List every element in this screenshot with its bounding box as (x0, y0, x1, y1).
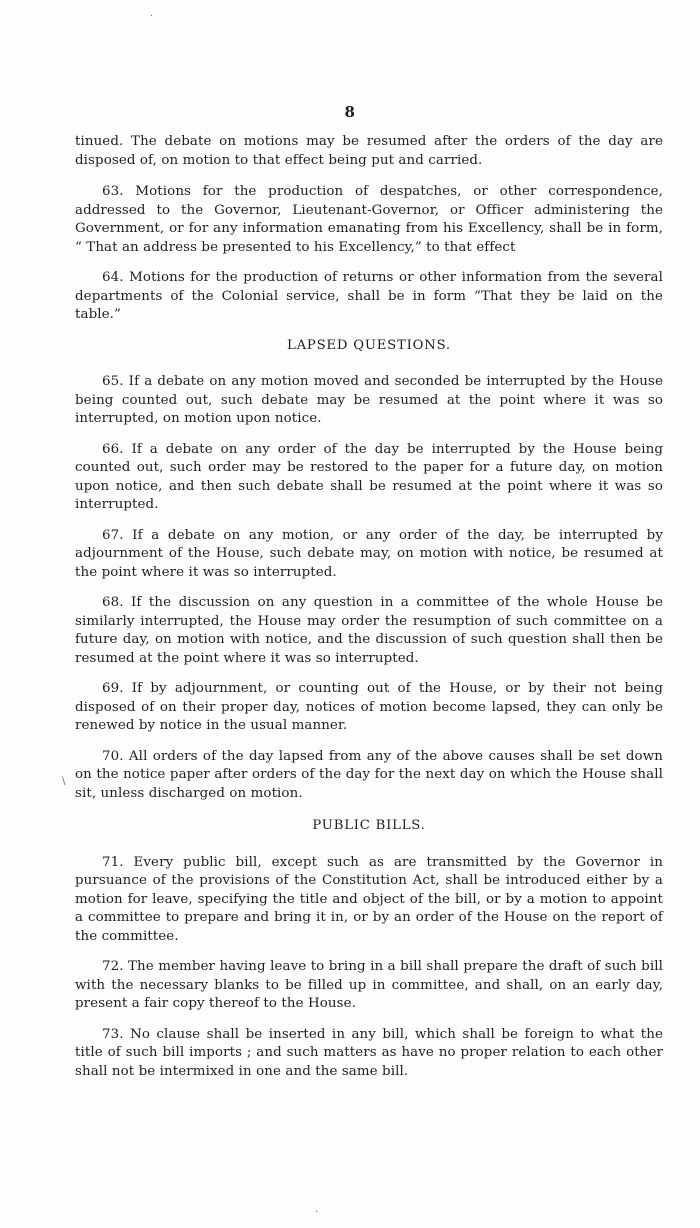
paragraph-continued: tinued. The debate on motions may be resumed after the orders of the day are disposed of, on motion to that effect being put and carried. (75, 134, 663, 168)
section-heading-lapsed-questions: LAPSED QUESTIONS. (287, 337, 451, 353)
paragraph-70: 70. All orders of the day lapsed from any of the above causes shall be set down on the notice paper after orders of the day for the next day on which the House shall sit, unless discharged on motion. (75, 748, 663, 801)
paragraph-67: 67. If a debate on any motion, or any order of the day, be interrupted by adjournment of the House, such debate may, on motion with notice, be resumed at the point where it was so interrupted. (75, 527, 663, 580)
paragraph-68: 68. If the discussion on any question in a committee of the whole House be similarly interrupted, the House may order the resumption of such committee on a future day, on motion with notice, and the discussion of such question shall then be resumed at the point where it was so interrupted. (75, 595, 663, 666)
document-body (75, 133, 663, 1093)
paragraph-65: 65. If a debate on any motion moved and seconded be interrupted by the House being counted out, such debate may be resumed at the point where it was so interrupted, on motion upon notice. (75, 374, 663, 426)
paragraph-69: 69. If by adjournment, or counting out of the House, or by their not being disposed of on their proper day, notices of motion become lapsed, they can only be renewed by notice in the usual manner. (75, 681, 663, 733)
stray-mark-bottom: · (315, 1207, 319, 1218)
paragraph-73: 73. No clause shall be inserted in any bill, which shall be foreign to what the title of such bill imports ; and such matters as have no proper relation to each other shall not be intermixed in one and the same bill. (75, 1026, 663, 1079)
stray-mark-margin: \ (62, 776, 66, 787)
paragraph-66: 66. If a debate on any order of the day be interrupted by the House being counted out, such order may be restored to the paper for a future day, on motion upon notice, and then such debate shall be resumed at the point where it was so interrupted. (75, 441, 663, 512)
page-number: 8 (344, 103, 356, 121)
stray-mark-top: · (150, 11, 154, 22)
section-heading-public-bills: PUBLIC BILLS. (312, 818, 426, 833)
paragraph-71: 71. Every public bill, except such as are transmitted by the Governor in pursuance of the provisions of the Constitution Act, shall be introduced either by a motion for leave, specifying the title and object of the bill, or by a motion to appoint a committee to prepare and bring it in, or by an order of the House on the report of the committee. (75, 854, 663, 944)
paragraph-63: 63. Motions for the production of despatches, or other correspondence, addressed to the Governor, Lieutenant-Governor, or Officer administering the Government, or for any information emanating from his Excellency, shall be in form, “ That an address be presented to his Excellency,” to that effect (75, 184, 663, 255)
paragraph-72: 72. The member having leave to bring in a bill shall prepare the draft of such bill with the necessary blanks to be filled up in committee, and shall, on an early day, present a fair copy thereof to the House. (75, 959, 663, 1011)
paragraph-64: 64. Motions for the production of returns or other information from the several departments of the Colonial service, shall be in form “That they be laid on the table.” (75, 270, 663, 322)
